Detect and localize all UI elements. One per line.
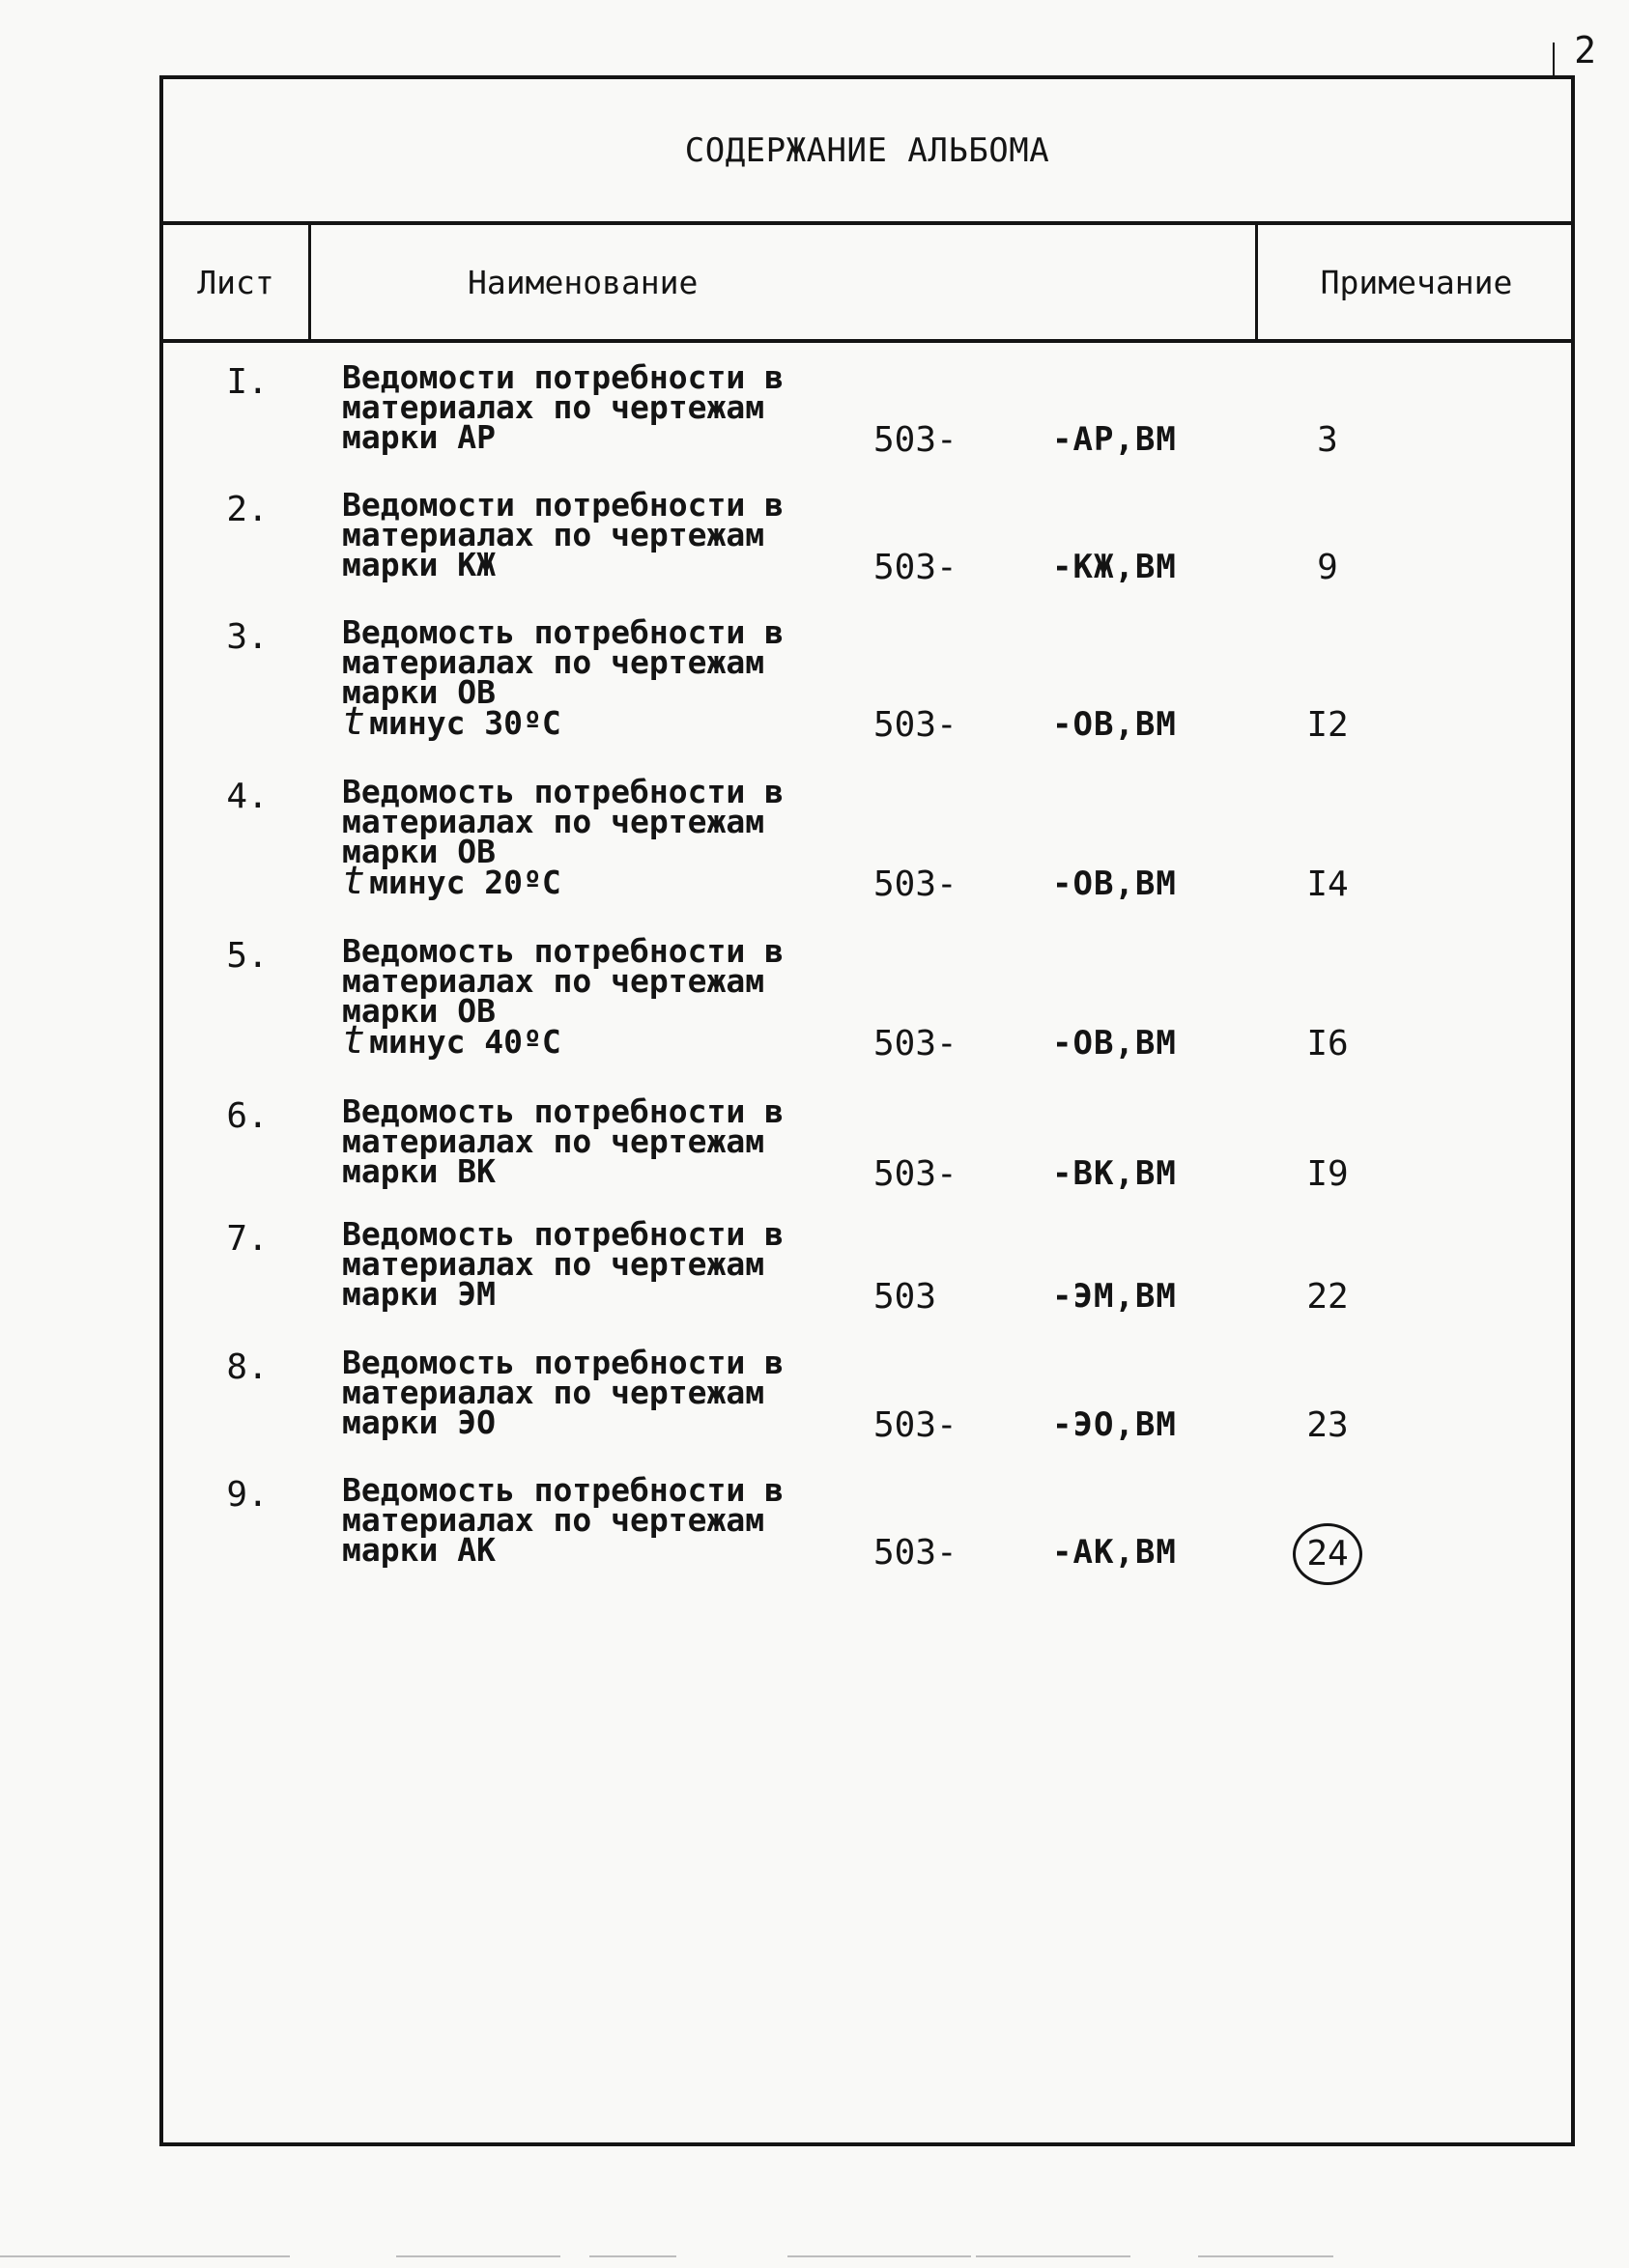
header-name-label: Наименование (468, 263, 699, 301)
table-header-row (163, 225, 1571, 343)
entry-name-line: материалах по чертежам (342, 1245, 765, 1283)
entry-name-line: материалах по чертежам (342, 803, 765, 840)
entry-name (342, 932, 844, 1063)
contents-table (159, 75, 1575, 2146)
note-page (1270, 705, 1386, 745)
page-number-value: I9 (1306, 1154, 1349, 1194)
sheet-number: I. (226, 362, 269, 402)
page-number-value: I4 (1306, 865, 1349, 904)
drawing-mark: -ОВ,ВМ (1052, 865, 1177, 903)
note-page (1270, 548, 1386, 587)
header-note: Примечание (1255, 225, 1575, 339)
series-code: 503- (873, 1154, 957, 1194)
entry-name-line: марки ВК (342, 1152, 496, 1190)
entry-name (342, 1471, 844, 1569)
sheet-number: 6. (226, 1096, 269, 1136)
temperature-value: минус 30ºС (369, 704, 561, 742)
note-page (1270, 1523, 1386, 1585)
sheet-number: 9. (226, 1475, 269, 1515)
temperature-symbol: t (342, 699, 366, 744)
scan-bottom-marks (0, 2255, 1629, 2258)
sheet-number: 4. (226, 777, 269, 816)
entry-name (342, 613, 844, 744)
entry-name-line: материалах по чертежам (342, 388, 765, 426)
entry-name-line: марки ЭМ (342, 1275, 496, 1313)
entry-name-line: Ведомость потребности в (342, 773, 784, 810)
entry-name (342, 773, 844, 903)
sheet-number: 7. (226, 1219, 269, 1259)
entry-name (342, 358, 844, 456)
note-page (1270, 1154, 1386, 1194)
temperature-symbol: t (342, 859, 366, 903)
entry-name-line: марки ОВ (342, 833, 496, 870)
series-code: 503- (873, 1024, 957, 1063)
entry-name-line: материалах по чертежам (342, 1374, 765, 1411)
drawing-mark: -ОВ,ВМ (1052, 705, 1177, 744)
temperature-line (342, 1018, 844, 1063)
page-number-value: I6 (1306, 1024, 1349, 1063)
entry-name-line: марки АР (342, 418, 496, 456)
entry-name-line: материалах по чертежам (342, 962, 765, 1000)
entry-name-line: марки АК (342, 1531, 496, 1569)
entry-name-line: материалах по чертежам (342, 516, 765, 553)
entry-name-line: Ведомость потребности в (342, 1344, 784, 1381)
entry-name-line: марки ОВ (342, 992, 496, 1030)
entry-name-line: марки КЖ (342, 546, 496, 583)
drawing-mark: -АР,ВМ (1052, 420, 1177, 459)
sheet-number: 2. (226, 490, 269, 529)
entry-name-line: марки ОВ (342, 673, 496, 711)
note-page (1270, 865, 1386, 904)
drawing-mark: -ЭМ,ВМ (1052, 1277, 1177, 1316)
page-number-value: 3 (1317, 420, 1338, 460)
series-code: 503- (873, 705, 957, 745)
series-code: 503 (873, 1277, 937, 1317)
entry-name (342, 1344, 844, 1441)
note-page (1270, 1277, 1386, 1317)
entry-name (342, 486, 844, 583)
page-number-value: 22 (1306, 1277, 1349, 1317)
entry-name-line: материалах по чертежам (342, 643, 765, 681)
temperature-line (342, 859, 844, 903)
temperature-value: минус 40ºС (369, 1023, 561, 1061)
series-code: 503- (873, 1405, 957, 1445)
drawing-mark: -КЖ,ВМ (1052, 548, 1177, 586)
page-number: 2 (1574, 29, 1596, 71)
drawing-mark: -ОВ,ВМ (1052, 1024, 1177, 1063)
temperature-value: минус 20ºС (369, 864, 561, 901)
series-code: 503- (873, 548, 957, 587)
entry-name-line: Ведомость потребности в (342, 1215, 784, 1253)
series-code: 503- (873, 865, 957, 904)
page-number-value: I2 (1306, 705, 1349, 745)
entry-name-line: Ведомость потребности в (342, 1471, 784, 1509)
entry-name (342, 1215, 844, 1313)
note-page (1270, 420, 1386, 460)
header-sheet: Лист (163, 225, 311, 339)
note-page (1270, 1024, 1386, 1063)
page-number-value: 23 (1306, 1405, 1349, 1445)
temperature-line (342, 699, 844, 744)
drawing-mark: -ЭО,ВМ (1052, 1405, 1177, 1444)
entry-name-line: Ведомость потребности в (342, 932, 784, 970)
entry-name-line: Ведомость потребности в (342, 613, 784, 651)
drawing-mark: -ВК,ВМ (1052, 1154, 1177, 1193)
entry-name-line: материалах по чертежам (342, 1501, 765, 1539)
sheet-number: 5. (226, 936, 269, 976)
entry-name-line: Ведомость потребности в (342, 1092, 784, 1130)
entry-name-line: Ведомости потребности в (342, 358, 784, 396)
header-name (337, 225, 820, 339)
sheet-number: 3. (226, 617, 269, 657)
series-code: 503- (873, 1533, 957, 1573)
entry-name-line: марки ЭО (342, 1403, 496, 1441)
note-page (1270, 1405, 1386, 1445)
album-contents-title: СОДЕРЖАНИЕ АЛЬБОМА (163, 79, 1571, 225)
entry-name (342, 1092, 844, 1190)
entry-name-line: Ведомости потребности в (342, 486, 784, 524)
circled-page-number: 24 (1293, 1523, 1362, 1585)
page-number-value: 9 (1317, 548, 1338, 587)
drawing-mark: -АК,ВМ (1052, 1533, 1177, 1572)
temperature-symbol: t (342, 1018, 366, 1063)
sheet-number: 8. (226, 1347, 269, 1387)
entry-name-line: материалах по чертежам (342, 1122, 765, 1160)
series-code: 503- (873, 420, 957, 460)
